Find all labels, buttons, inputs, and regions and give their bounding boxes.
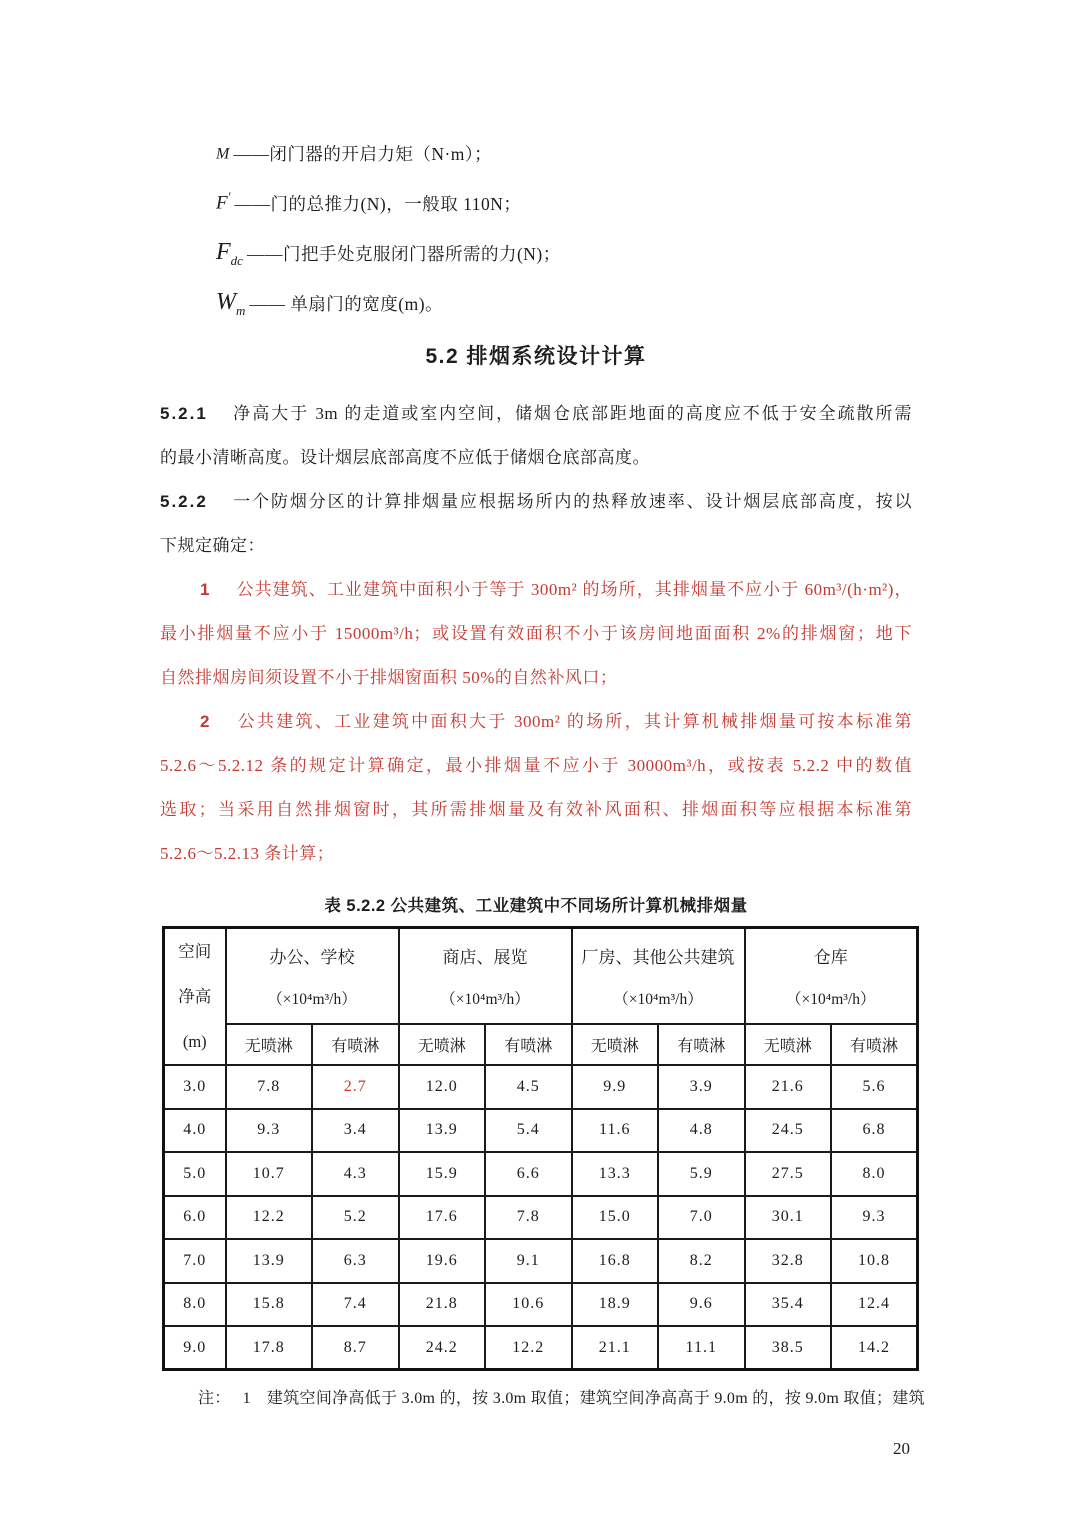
definition-m	[216, 128, 912, 178]
smoke-volume-cell: 17.6	[399, 1196, 486, 1240]
clause-line	[160, 392, 912, 436]
clause-text: 净高大于 3m 的走道或室内空间，储烟仓底部距地面的高度应不低于安全疏散所需	[231, 404, 912, 423]
smoke-volume-cell: 13.9	[226, 1239, 313, 1283]
category-header-row	[164, 928, 918, 1025]
smoke-volume-cell: 19.6	[399, 1239, 486, 1283]
smoke-volume-cell: 5.2	[312, 1196, 399, 1240]
smoke-volume-cell: 7.8	[226, 1065, 313, 1109]
category-header-shop-exhibition	[399, 928, 572, 1025]
definition-text: —— 单扇门的宽度(m)。	[249, 293, 444, 314]
note-label: 注：	[198, 1390, 231, 1407]
row-clear-height-cell: 8.0	[164, 1283, 226, 1327]
smoke-volume-cell: 4.8	[658, 1109, 745, 1153]
clause-5-2-2-item-1	[160, 568, 912, 700]
smoke-volume-cell: 12.4	[831, 1283, 918, 1327]
smoke-volume-cell: 18.9	[572, 1283, 659, 1327]
table-body	[164, 1065, 918, 1370]
smoke-volume-cell: 13.9	[399, 1109, 486, 1153]
row-clear-height-cell: 6.0	[164, 1196, 226, 1240]
smoke-volume-cell: 17.8	[226, 1326, 313, 1370]
table-caption: 表 5.2.2 公共建筑、工业建筑中不同场所计算机械排烟量	[324, 897, 748, 915]
item-text: 公共建筑、工业建筑中面积小于等于 300m² 的场所，其排烟量不应小于 60m³/(h·m²)，	[235, 580, 912, 599]
smoke-volume-cell: 30.1	[745, 1196, 832, 1240]
table-row	[164, 1109, 918, 1153]
smoke-volume-cell: 10.8	[831, 1239, 918, 1283]
mechanical-smoke-extraction-table	[162, 926, 919, 1371]
row-clear-height-cell: 5.0	[164, 1152, 226, 1196]
smoke-volume-cell: 24.5	[745, 1109, 832, 1153]
smoke-volume-cell: 8.2	[658, 1239, 745, 1283]
row-clear-height-cell: 3.0	[164, 1065, 226, 1109]
table-row	[164, 1196, 918, 1240]
item-text: 公共建筑、工业建筑中面积大于 300m² 的场所，其计算机械排烟量可按本标准第	[235, 712, 912, 731]
table-row	[164, 1152, 918, 1196]
definition-f-dc	[216, 228, 912, 278]
smoke-volume-cell: 7.4	[312, 1283, 399, 1327]
sprinkler-header-cell: 有喷淋	[312, 1024, 399, 1065]
smoke-volume-cell: 13.3	[572, 1152, 659, 1196]
smoke-volume-cell: 16.8	[572, 1239, 659, 1283]
symbol-w-m: $W_m$	[216, 288, 246, 318]
category-unit: （×10⁴m³/h）	[786, 990, 876, 1008]
clause-number: 5.2.1	[160, 404, 208, 423]
sprinkler-header-cell: 无喷淋	[745, 1024, 832, 1065]
item-line	[160, 568, 912, 612]
definition-f-prime	[216, 178, 912, 228]
smoke-volume-cell: 3.4	[312, 1109, 399, 1153]
category-name: 商店、展览	[442, 947, 528, 967]
smoke-volume-cell: 21.8	[399, 1283, 486, 1327]
clause-line: 下规定确定：	[160, 536, 265, 555]
category-name: 厂房、其他公共建筑	[581, 947, 735, 967]
smoke-volume-cell: 14.2	[831, 1326, 918, 1370]
category-unit: （×10⁴m³/h）	[440, 990, 530, 1008]
sprinkler-header-cell: 无喷淋	[399, 1024, 486, 1065]
symbol-m: M	[216, 145, 230, 163]
section-heading: 5.2 排烟系统设计计算	[425, 345, 647, 368]
item-number: 1	[200, 580, 210, 599]
smoke-volume-cell: 6.6	[485, 1152, 572, 1196]
category-header-warehouse	[745, 928, 918, 1025]
smoke-volume-cell: 9.3	[831, 1196, 918, 1240]
smoke-volume-cell: 8.0	[831, 1152, 918, 1196]
smoke-volume-cell: 9.6	[658, 1283, 745, 1327]
smoke-volume-cell: 15.0	[572, 1196, 659, 1240]
clause-5-2-1	[160, 392, 912, 480]
smoke-volume-cell: 15.9	[399, 1152, 486, 1196]
category-unit: （×10⁴m³/h）	[613, 990, 703, 1008]
smoke-volume-cell: 4.5	[485, 1065, 572, 1109]
symbol-definitions	[216, 128, 912, 328]
note-number: 1	[242, 1390, 251, 1407]
item-line: 自然排烟房间须设置不小于排烟窗面积 50%的自然补风口；	[160, 668, 618, 687]
smoke-volume-cell: 24.2	[399, 1326, 486, 1370]
sprinkler-header-cell: 有喷淋	[658, 1024, 745, 1065]
smoke-volume-cell: 32.8	[745, 1239, 832, 1283]
smoke-volume-cell: 10.6	[485, 1283, 572, 1327]
sprinkler-header-row	[164, 1024, 918, 1065]
item-line: 5.2.6～5.2.13 条计算；	[160, 844, 335, 863]
sprinkler-header-cell: 有喷淋	[831, 1024, 918, 1065]
category-name: 仓库	[813, 947, 848, 967]
corner-line-height: 净高	[178, 987, 212, 1006]
row-clear-height-cell: 9.0	[164, 1326, 226, 1370]
clause-5-2-2-item-2	[160, 700, 912, 876]
table-row	[164, 1283, 918, 1327]
smoke-volume-cell: 3.9	[658, 1065, 745, 1109]
smoke-volume-cell: 35.4	[745, 1283, 832, 1327]
table-row	[164, 1065, 918, 1109]
corner-line-unit: (m)	[182, 1032, 207, 1051]
definition-text: ——闭门器的开启力矩（N·m）；	[233, 143, 493, 164]
smoke-volume-cell: 27.5	[745, 1152, 832, 1196]
definition-text: ——门把手处克服闭门器所需的力(N)；	[246, 243, 561, 264]
clause-line	[160, 480, 912, 524]
sprinkler-header-cell: 无喷淋	[572, 1024, 659, 1065]
smoke-volume-cell: 5.4	[485, 1109, 572, 1153]
sprinkler-header-cell: 有喷淋	[485, 1024, 572, 1065]
smoke-volume-cell: 12.2	[485, 1326, 572, 1370]
corner-line-space: 空间	[178, 942, 212, 961]
item-line	[160, 700, 912, 744]
smoke-volume-cell: 5.6	[831, 1065, 918, 1109]
smoke-volume-cell: 11.6	[572, 1109, 659, 1153]
corner-header-cell	[164, 928, 226, 1066]
smoke-volume-cell: 12.0	[399, 1065, 486, 1109]
definition-text: ——门的总推力(N)，一般取 110N；	[234, 193, 522, 214]
smoke-volume-cell: 7.0	[658, 1196, 745, 1240]
clause-5-2-2	[160, 480, 912, 568]
smoke-volume-cell: 38.5	[745, 1326, 832, 1370]
item-line: 5.2.6～5.2.12 条的规定计算确定，最小排烟量不应小于 30000m³/h，或按表 5.2.2 中的数值	[160, 756, 912, 775]
item-line: 最小排烟量不应小于 15000m³/h；或设置有效面积不小于该房间地面面积 2%的排烟窗；地下	[160, 624, 912, 643]
category-header-factory-public	[572, 928, 745, 1025]
smoke-volume-cell: 11.1	[658, 1326, 745, 1370]
clause-line: 的最小清晰高度。设计烟层底部高度不应低于储烟仓底部高度。	[160, 448, 650, 467]
row-clear-height-cell: 4.0	[164, 1109, 226, 1153]
item-line: 选取；当采用自然排烟窗时，其所需排烟量及有效补风面积、排烟面积等应根据本标准第	[160, 800, 912, 819]
table-row	[164, 1239, 918, 1283]
smoke-volume-cell: 2.7	[312, 1065, 399, 1109]
category-unit: （×10⁴m³/h）	[267, 990, 357, 1008]
symbol-f-prime: F′	[216, 188, 231, 214]
smoke-volume-cell: 9.3	[226, 1109, 313, 1153]
smoke-volume-cell: 6.8	[831, 1109, 918, 1153]
clause-text: 一个防烟分区的计算排烟量应根据场所内的热释放速率、设计烟层底部高度，按以	[231, 492, 912, 511]
table-note	[160, 1385, 925, 1408]
smoke-volume-cell: 21.1	[572, 1326, 659, 1370]
smoke-volume-cell: 15.8	[226, 1283, 313, 1327]
category-header-office-school	[226, 928, 399, 1025]
table-row	[164, 1326, 918, 1370]
sprinkler-header-cell: 无喷淋	[226, 1024, 313, 1065]
page-number: 20	[893, 1439, 910, 1458]
clause-number: 5.2.2	[160, 492, 208, 511]
category-name: 办公、学校	[269, 947, 355, 967]
item-number: 2	[200, 712, 210, 731]
smoke-volume-cell: 4.3	[312, 1152, 399, 1196]
smoke-volume-cell: 9.9	[572, 1065, 659, 1109]
smoke-volume-cell: 5.9	[658, 1152, 745, 1196]
smoke-volume-cell: 6.3	[312, 1239, 399, 1283]
symbol-f-dc: $F_{dc}$	[216, 238, 243, 268]
definition-w-m	[216, 278, 912, 328]
note-text: 建筑空间净高低于 3.0m 的，按 3.0m 取值；建筑空间净高高于 9.0m 的，按 9.0m 取值；建筑	[266, 1390, 925, 1407]
smoke-volume-cell: 8.7	[312, 1326, 399, 1370]
smoke-volume-cell: 12.2	[226, 1196, 313, 1240]
smoke-volume-cell: 9.1	[485, 1239, 572, 1283]
smoke-volume-cell: 10.7	[226, 1152, 313, 1196]
smoke-volume-cell: 7.8	[485, 1196, 572, 1240]
smoke-volume-cell: 21.6	[745, 1065, 832, 1109]
row-clear-height-cell: 7.0	[164, 1239, 226, 1283]
